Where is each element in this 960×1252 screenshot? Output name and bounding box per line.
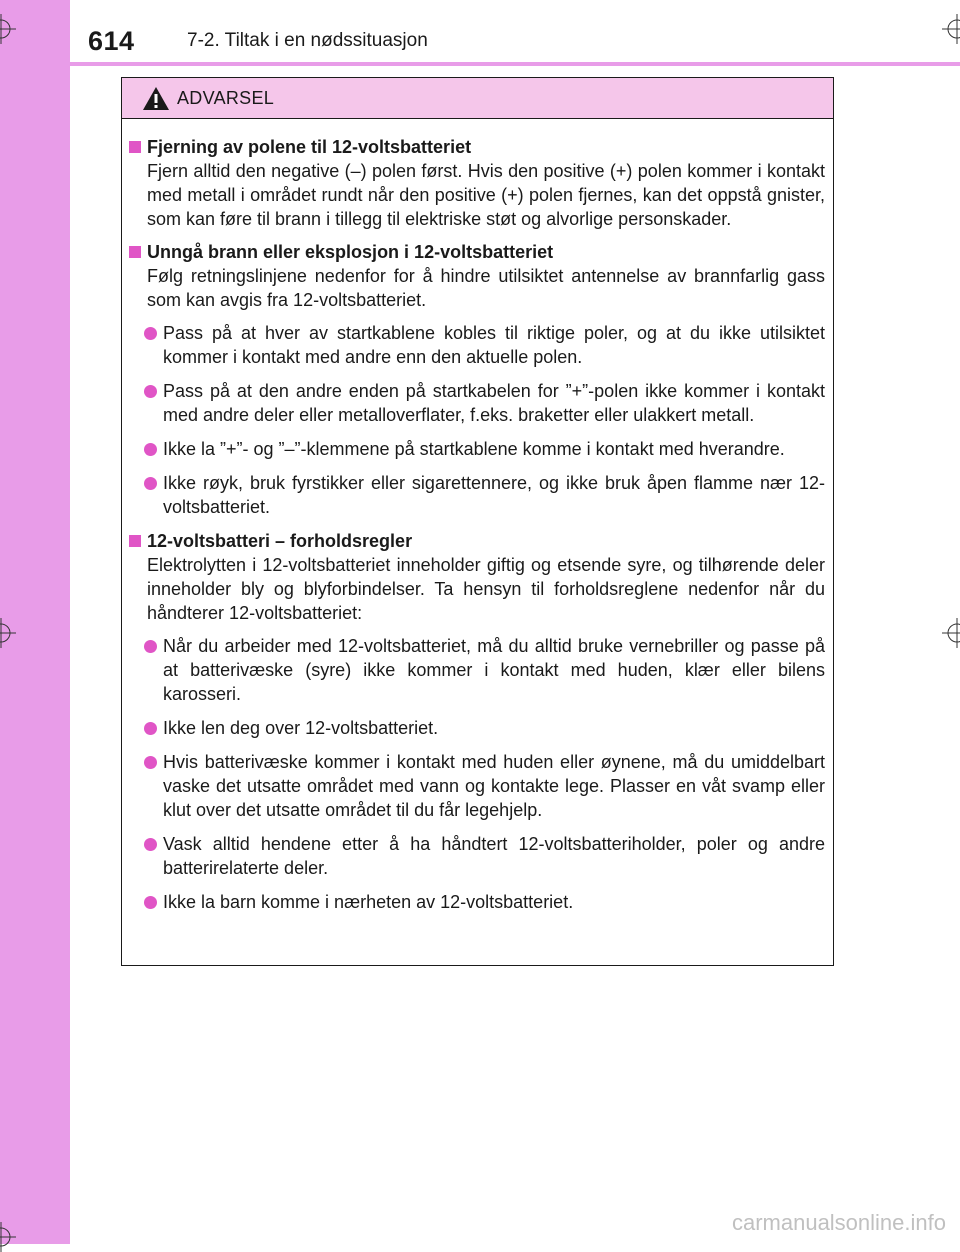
square-bullet-icon: [129, 246, 141, 258]
circle-bullet-icon: [144, 385, 157, 398]
list-item-text: Hvis batterivæske kommer i kontakt med huden eller øynene, må du umiddelbart vaske det utsatte området med vann og kontakte lege. Plasser en våt svamp eller klut over det utsatte området til du får legehjelp.: [163, 752, 825, 820]
section-heading: [129, 240, 825, 264]
crop-mark-icon: [0, 618, 16, 648]
page-number: 614: [88, 26, 135, 56]
list-item-text: Ikke la ”+”- og ”–”-klemmene på startkablene komme i kontakt med hverandre.: [163, 439, 785, 459]
crop-mark-icon: [0, 1222, 16, 1252]
crop-mark-icon: [942, 14, 960, 44]
list-item: [144, 890, 825, 914]
watermark: carmanualsonline.info: [731, 1210, 946, 1235]
warning-label: ADVARSEL: [177, 88, 275, 108]
warning-box: [121, 77, 834, 966]
list-item: [144, 379, 825, 427]
circle-bullet-icon: [144, 896, 157, 909]
bullet-list: [129, 634, 825, 914]
section-paragraph: Fjern alltid den negative (–) polen først. Hvis den positive (+) polen kommer i kontakt med metall i området rundt når den positive (+) polen fjernes, kan det oppstå gnister, som kan føre til brann i tillegg til elektriske støt og alvorlige personskader.: [147, 161, 825, 229]
circle-bullet-icon: [144, 722, 157, 735]
section-heading: [129, 529, 825, 553]
list-item: [144, 471, 825, 519]
circle-bullet-icon: [144, 327, 157, 340]
circle-bullet-icon: [144, 477, 157, 490]
section-paragraph: Følg retningslinjene nedenfor for å hindre utilsiktet antennelse av brannfarlig gass som kan avgis fra 12-voltsbatteriet.: [147, 266, 825, 310]
warning-section: [129, 529, 825, 914]
circle-bullet-icon: [144, 640, 157, 653]
square-bullet-icon: [129, 535, 141, 547]
list-item-text: Pass på at hver av startkablene kobles til riktige poler, og at du ikke utilsiktet kommer i kontakt med andre enn den aktuelle polen.: [163, 323, 825, 367]
list-item: [144, 321, 825, 369]
header-rule: [70, 62, 960, 66]
list-item-text: Ikke len deg over 12-voltsbatteriet.: [163, 718, 439, 738]
section-title: 7-2. Tiltak i en nødssituasjon: [187, 30, 428, 51]
warning-section: [129, 135, 825, 231]
list-item-text: Vask alltid hendene etter å ha håndtert 12-voltsbatteriholder, poler og andre batterirelaterte deler.: [163, 834, 825, 878]
list-item-text: Ikke røyk, bruk fyrstikker eller sigarettennere, og ikke bruk åpen flamme nær 12-voltsbatteriet.: [163, 473, 825, 517]
list-item-text: Pass på at den andre enden på startkabelen for ”+”-polen ikke kommer i kontakt med andre deler eller metalloverflater, f.eks. braketter eller ulakkert metall.: [163, 381, 825, 425]
list-item-text: Ikke la barn komme i nærheten av 12-voltsbatteriet.: [163, 892, 574, 912]
warning-body: [122, 119, 833, 914]
list-item: [144, 832, 825, 880]
list-item: [144, 716, 825, 740]
warning-triangle-icon: [142, 86, 170, 111]
crop-mark-icon: [942, 618, 960, 648]
section-title-text: Fjerning av polene til 12-voltsbatteriet: [147, 137, 472, 157]
circle-bullet-icon: [144, 756, 157, 769]
section-heading: [129, 135, 825, 159]
list-item: [144, 750, 825, 822]
circle-bullet-icon: [144, 443, 157, 456]
warning-header: [122, 78, 833, 119]
section-title-text: Unngå brann eller eksplosjon i 12-voltsbatteriet: [147, 242, 554, 262]
circle-bullet-icon: [144, 838, 157, 851]
bullet-list: [129, 321, 825, 519]
warning-section: [129, 240, 825, 519]
section-paragraph: Elektrolytten i 12-voltsbatteriet inneholder giftig og etsende syre, og tilhørende deler inneholder bly og blyforbindelser. Ta hensyn til forholdsreglene nedenfor når du håndterer 12-voltsbatteriet:: [147, 555, 825, 623]
crop-mark-icon: [0, 14, 16, 44]
section-title-text: 12-voltsbatteri – forholdsregler: [147, 531, 413, 551]
list-item: [144, 437, 825, 461]
square-bullet-icon: [129, 141, 141, 153]
list-item: [144, 634, 825, 706]
list-item-text: Når du arbeider med 12-voltsbatteriet, må du alltid bruke vernebriller og passe på at batterivæske (syre) ikke kommer i kontakt med huden, klær eller bilens karosseri.: [163, 636, 825, 704]
